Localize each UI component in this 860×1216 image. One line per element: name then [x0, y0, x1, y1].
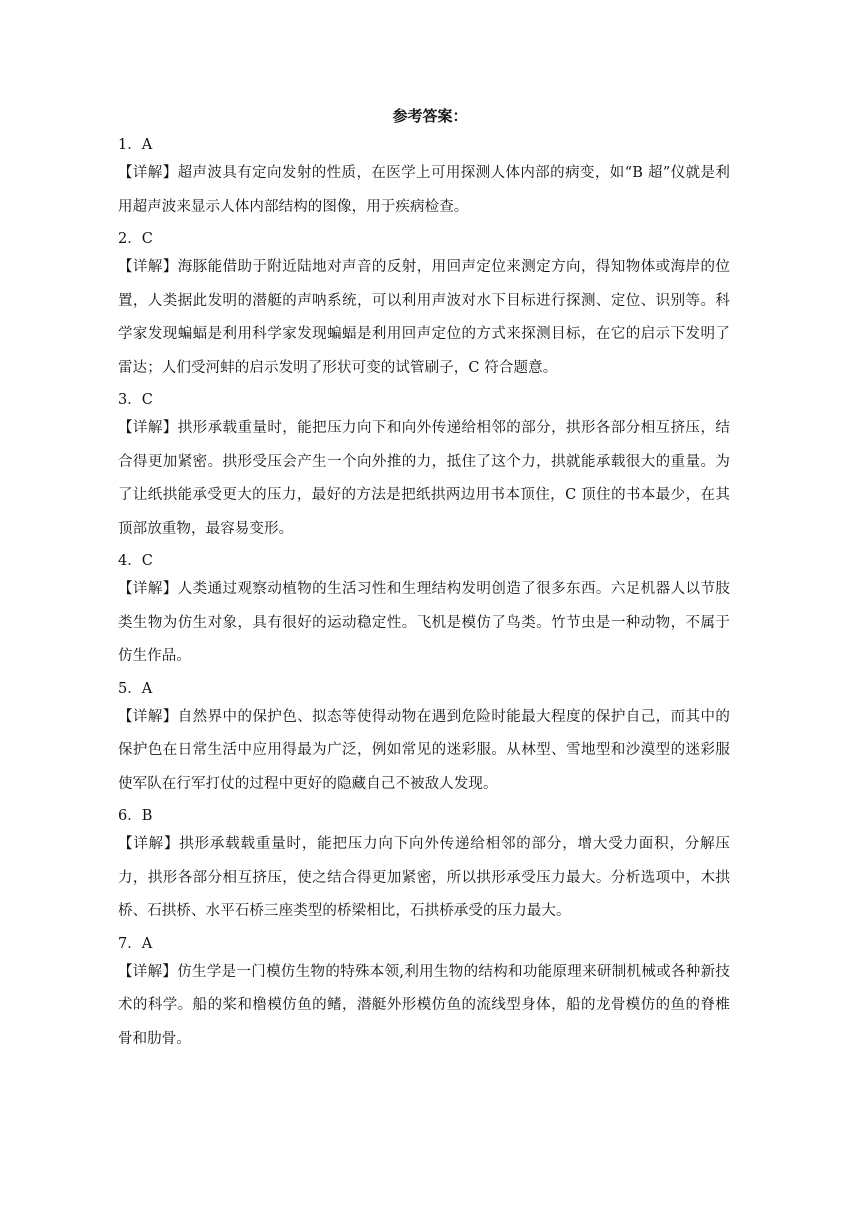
answer-number: 3．C — [118, 392, 153, 408]
answer-item-3 — [118, 388, 730, 546]
answer-item-7 — [118, 932, 730, 1057]
answer-item-4 — [118, 549, 730, 674]
page-title: 参考答案： — [392, 107, 468, 125]
answer-item-6 — [118, 804, 730, 929]
answer-number: 5．A — [118, 680, 153, 697]
answer-explanation: 【详解】自然界中的保护色、拟态等使得动物在遇到危险时能最大程度的保护自己，而其中的保护色在日常生活中应用得最为广泛，例如常见的迷彩服。从林型、雪地型和沙漠型的迷彩服使军队在行军打仗的过程中更好的隐藏自己不被敌人发现。 — [118, 708, 730, 792]
answer-explanation: 【详解】超声波具有定向发射的性质，在医学上可用探测人体内部的病变，如“B 超”仪就是利用超声波来显示人体内部结构的图像，用于疾病检查。 — [118, 165, 730, 215]
answer-item-2 — [118, 227, 730, 385]
answer-explanation: 【详解】海豚能借助于附近陆地对声音的反射，用回声定位来测定方向，得知物体或海岸的位置，人类据此发明的潜艇的声呐系统，可以利用声波对水下目标进行探测、定位、识别等。科学家发现蝙蝠是利用科学家发现蝙蝠是利用回声定位的方式来探测目标，在它的启示下发明了雷达；人们受河蚌的启示发明了形状可变的试管刷子，C 符合题意。 — [118, 259, 730, 376]
answer-number: 2．C — [118, 231, 153, 247]
answer-explanation: 【详解】拱形承载重量时，能把压力向下和向外传递给相邻的部分，拱形各部分相互挤压，结合得更加紧密。拱形受压会产生一个向外推的力，抵住了这个力，拱就能承载很大的重量。为了让纸拱能承受更大的压力，最好的方法是把纸拱两边用书本顶住，C 顶住的书本最少，在其顶部放重物，最容易变形。 — [118, 420, 730, 537]
answer-number: 7．A — [118, 935, 153, 952]
answer-number: 1．A — [118, 137, 153, 153]
answer-list — [118, 133, 730, 1059]
answer-explanation: 【详解】人类通过观察动植物的生活习性和生理结构发明创造了很多东西。六足机器人以节肢类生物为仿生对象，具有很好的运动稳定性。飞机是模仿了鸟类。竹节虫是一种动物，不属于仿生作品。 — [118, 581, 730, 664]
answer-number: 4．C — [118, 553, 153, 569]
answer-number: 6．B — [118, 808, 153, 824]
answer-item-5 — [118, 677, 730, 802]
answer-explanation: 【详解】仿生学是一门模仿生物的特殊本领,利用生物的结构和功能原理来研制机械或各种新技术的科学。船的桨和橹模仿鱼的鳍，潜艇外形模仿鱼的流线型身体，船的龙骨模仿的鱼的脊椎骨和肋骨。 — [118, 963, 730, 1047]
answer-item-1 — [118, 133, 730, 224]
answer-explanation: 【详解】拱形承载载重量时，能把压力向下向外传递给相邻的部分，增大受力面积，分解压力，拱形各部分相互挤压，使之结合得更加紧密，所以拱形承受压力最大。分析选项中，木拱桥、石拱桥、水平石桥三座类型的桥梁相比，石拱桥承受的压力最大。 — [118, 836, 730, 919]
